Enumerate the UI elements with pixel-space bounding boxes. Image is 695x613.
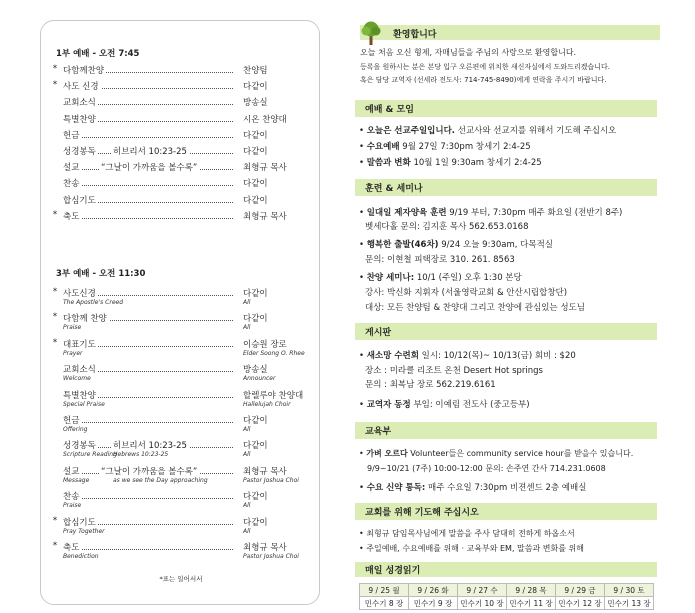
program-item-leader-en: Announcer [243, 375, 276, 383]
board-retreat-contact: 문의 : 최복남 장로 562.219.6161 [365, 380, 496, 390]
education-volunteer-contact: 9/9~10/21 (7주) 10:00-12:00 문의: 손주연 간사 714.231.0608 [367, 464, 606, 473]
program-item [51, 145, 309, 159]
program-item [51, 96, 309, 110]
reading-chapter: 민수기 8 장 [360, 597, 409, 610]
training-praise-audience: 대상: 모든 찬양팀 & 찬양대 그리고 찬양에 관심있는 성도님 [365, 303, 585, 313]
program-item-name: 합심기도 [63, 517, 96, 528]
stand-marker: * [52, 515, 58, 526]
reading-bar [355, 562, 657, 577]
training-discipleship-contact: 벳세다홀 문의: 김지훈 목사 562.653.0168 [365, 222, 529, 232]
board-item-retreat: • 새소망 수련회 일시: 10/12(목)~ 10/13(금) 회비 : $20 [359, 351, 576, 361]
program-item-leader: 최형규 목사 [243, 543, 287, 553]
program-item-leader-en: Pastor Joshua Choi [243, 553, 299, 560]
program-item-name: 교회소식 [63, 365, 96, 376]
reading-day: 9 / 29 금 [556, 584, 605, 597]
program-item-name: 축도 [63, 211, 80, 222]
stand-marker: * [52, 541, 58, 551]
prayer-line2: • 주일예배, 수요예배를 위해 · 교육부와 EM, 말씀과 변화를 위해 [359, 544, 584, 553]
worship-item-word: • 말씀과 변화 10월 1일 9:30am 창세기 2:4-25 [359, 158, 542, 168]
program-item-leader-en: All [243, 502, 251, 510]
stand-marker: * [52, 312, 58, 323]
stand-marker: * [52, 209, 58, 220]
program-item [51, 337, 309, 357]
program-item-name-en: Special Praise [63, 400, 105, 408]
leader-dots [63, 185, 233, 186]
reading-table [359, 583, 654, 610]
program-item-leader-en: Hallelujah Choir [243, 400, 291, 408]
program-item [51, 177, 309, 191]
reading-day: 9 / 26 화 [409, 584, 458, 597]
program-item [51, 490, 309, 510]
welcome-line3: 혹은 담당 교역자 (선세라 전도사: 714-745-8490)에게 연락을 주시기 바랍니다. [360, 76, 607, 84]
stand-marker: * [52, 80, 58, 91]
program-item [51, 287, 309, 306]
program-item [51, 80, 309, 94]
program-item-leader: 다같이 [243, 441, 268, 452]
program-item-name: 찬송 [63, 492, 80, 503]
program-item-name-en: Scripture Reading [63, 451, 117, 459]
program-item-detail-en: as we see the Day approaching [113, 476, 208, 484]
training-item-start: • 행복한 출발(46차) 9/24 오늘 9:30am, 다목적실 [359, 240, 553, 250]
training-bar [355, 179, 657, 196]
program-item-leader: 다같이 [243, 314, 268, 325]
board-title: 게시판 [365, 328, 392, 338]
program-item-name: 헌금 [63, 130, 80, 141]
order-of-worship-card [40, 20, 320, 605]
program-item [51, 194, 309, 208]
program-item-name-en: Message [63, 476, 90, 484]
program-item-name-en: Praise [63, 324, 82, 332]
board-retreat-place: 장소 : 미라클 리조트 온천 Desert Hot springs [365, 366, 543, 376]
welcome-line2: 등록을 원하시는 분은 본당 입구 오른편에 위치한 새신자실에서 도와드리겠습니다. [360, 63, 610, 71]
welcome-title: 환영합니다 [393, 30, 437, 40]
program-item-name: 다함께찬양 [63, 66, 105, 76]
reading-title: 매일 성경읽기 [365, 566, 421, 576]
program-item [51, 113, 309, 127]
stand-marker: * [52, 64, 58, 74]
program-item [51, 414, 309, 433]
prayer-bar [355, 503, 657, 520]
prayer-title: 교회를 위해 기도해 주십시오 [365, 508, 479, 518]
program-item-leader: 시온 찬양대 [243, 114, 287, 125]
program-item-leader-en: All [243, 451, 251, 459]
leader-dots [63, 498, 233, 499]
program-item-leader-en: Elder Soong O. Rhee [243, 349, 305, 357]
program-item-leader: 다같이 [243, 195, 268, 206]
training-title: 훈련 & 세미나 [365, 184, 423, 194]
program-item [51, 439, 309, 459]
program-item-name: 설교 [63, 466, 80, 477]
program-item-leader: 다같이 [243, 416, 268, 426]
program-item-leader-en: All [243, 527, 251, 535]
service1-title: 1부 예배 - 오전 7:45 [56, 49, 140, 59]
reading-chapter: 민수기 9 장 [409, 597, 458, 610]
stand-marker: * [52, 287, 58, 297]
program-item-name: 헌금 [63, 416, 80, 426]
program-item-leader: 최형규 목사 [243, 211, 287, 222]
program-item-name: 특별찬양 [63, 390, 96, 401]
program-item-leader: 방송실 [243, 365, 268, 376]
program-item-detail-en: Hebrews 10:23-25 [113, 451, 169, 459]
leader-dots [63, 422, 233, 423]
leader-dots [63, 549, 233, 550]
program-item-leader: 다같이 [243, 492, 268, 503]
program-item-name-en: Offering [63, 426, 88, 433]
program-item-leader: 다같이 [243, 289, 268, 299]
training-start-contact: 문의: 이현철 피택장로 310. 261. 8563 [365, 255, 515, 265]
program-item [51, 129, 309, 143]
reading-chapter: 민수기 11 장 [507, 597, 556, 610]
program-item [51, 515, 309, 535]
program-item-name: 사도신경 [63, 289, 96, 299]
program-item-leader-en: All [243, 324, 251, 332]
program-item [51, 161, 309, 175]
reading-chapter: 민수기 12 장 [556, 597, 605, 610]
program-item-name-en: Benediction [63, 553, 99, 560]
program-item [51, 465, 309, 484]
program-item-leader: 다같이 [243, 130, 268, 141]
program-item [51, 64, 309, 78]
education-item-wednesday: • 수요 신약 통독: 매주 수요일 7:30pm 비젼센드 2층 예배실 [359, 483, 587, 493]
board-item-staff: • 교역자 동정 부임: 이예림 전도사 (중고등부) [359, 400, 530, 410]
service3-title: 3부 예배 - 오전 11:30 [56, 269, 146, 279]
reading-day: 9 / 25 월 [360, 584, 409, 597]
program-item-name-en: The Apostle's Creed [63, 299, 124, 306]
program-item-detail: “그날이 가까움을 볼수록” [101, 163, 198, 174]
worship-title: 예배 & 모임 [365, 105, 414, 115]
program-item-detail: “그날이 가까움을 볼수록” [101, 466, 198, 477]
prayer-line1: • 최형규 담임목사님에게 말씀을 주사 담대히 전하게 하옵소서 [359, 529, 575, 538]
program-item-detail: 히브리서 10:23-25 [113, 441, 187, 452]
program-item-name: 특별찬양 [63, 114, 96, 125]
program-item-leader-en: Pastor Joshua Choi [243, 476, 299, 484]
program-item-name: 찬송 [63, 179, 80, 190]
program-item-name: 다함께 찬양 [63, 314, 107, 325]
program-item-leader: 이승원 장로 [243, 339, 287, 350]
reading-day: 9 / 27 수 [458, 584, 507, 597]
program-item [51, 210, 309, 224]
leader-dots [63, 137, 233, 138]
training-praise-speaker: 강사: 박신화 지휘자 (서울영락교회 & 안산시립합창단) [365, 288, 568, 298]
stand-marker: * [52, 337, 58, 348]
program-item [51, 363, 309, 383]
program-item-detail: 히브리서 10:23-25 [113, 147, 187, 157]
welcome-line1: 오늘 처음 오신 형제, 자매님들을 주님의 사랑으로 환영합니다. [360, 48, 577, 57]
program-item-name-en: Praise [63, 502, 82, 510]
program-item [51, 541, 309, 560]
worship-item-mission: • 오늘은 선교주일입니다. 선교사와 선교지를 위해서 기도해 주십시오 [359, 126, 617, 136]
program-item-leader-en: All [243, 426, 251, 433]
education-item-volunteer: • 가벼 오르다 Volunteer들은 community service hour를 받을수 있습니다. [359, 449, 634, 458]
program-item [51, 389, 309, 408]
reading-day: 9 / 28 목 [507, 584, 556, 597]
program-item-name: 사도 신경 [63, 82, 99, 93]
program-item-name: 대표기도 [63, 339, 96, 350]
leader-dots [63, 218, 233, 219]
program-item-leader: 방송실 [243, 98, 268, 109]
program-item-name: 교회소식 [63, 98, 96, 109]
reading-day: 9 / 30 토 [605, 584, 654, 597]
program-item-name-en: Prayer [63, 349, 83, 357]
program-item-leader: 찬양팀 [243, 66, 268, 76]
program-item-leader: 최형규 목사 [243, 466, 287, 477]
training-item-discipleship: • 일대일 제자양육 훈련 9/19 부터, 7:30pm 매주 화요일 (전반기 8주) [359, 208, 623, 218]
program-item-leader: 다같이 [243, 517, 268, 528]
program-item-name: 성경봉독 [63, 441, 96, 452]
program-item-name: 축도 [63, 543, 80, 553]
worship-bar [355, 100, 657, 117]
program-item-leader: 할렐루야 찬양대 [243, 390, 304, 401]
standing-footnote: *표는 일어서서 [159, 575, 203, 583]
program-item-name: 설교 [63, 163, 80, 174]
program-item-leader-en: All [243, 299, 251, 306]
program-item-leader: 다같이 [243, 82, 268, 93]
program-item-leader: 다같이 [243, 179, 268, 190]
worship-item-wednesday: • 수요예배 9월 27일 7:30pm 창세기 2:4-25 [359, 142, 531, 152]
board-bar [355, 323, 657, 340]
program-item-name-en: Pray Together [63, 527, 105, 535]
tree-icon [360, 20, 382, 46]
education-title: 교육부 [365, 427, 392, 437]
reading-chapter: 민수기 13 장 [605, 597, 654, 610]
program-item-name: 성경봉독 [63, 147, 96, 157]
program-item-leader: 최형규 목사 [243, 163, 287, 174]
training-item-praise: • 찬양 세미나: 10/1 (주일) 오후 1:30 본당 [359, 273, 522, 283]
program-item [51, 312, 309, 332]
program-item-name-en: Welcome [63, 375, 91, 383]
program-item-name: 합심기도 [63, 195, 96, 206]
reading-chapter: 민수기 10 장 [458, 597, 507, 610]
program-item-leader: 다같이 [243, 147, 268, 157]
education-bar [355, 422, 657, 439]
